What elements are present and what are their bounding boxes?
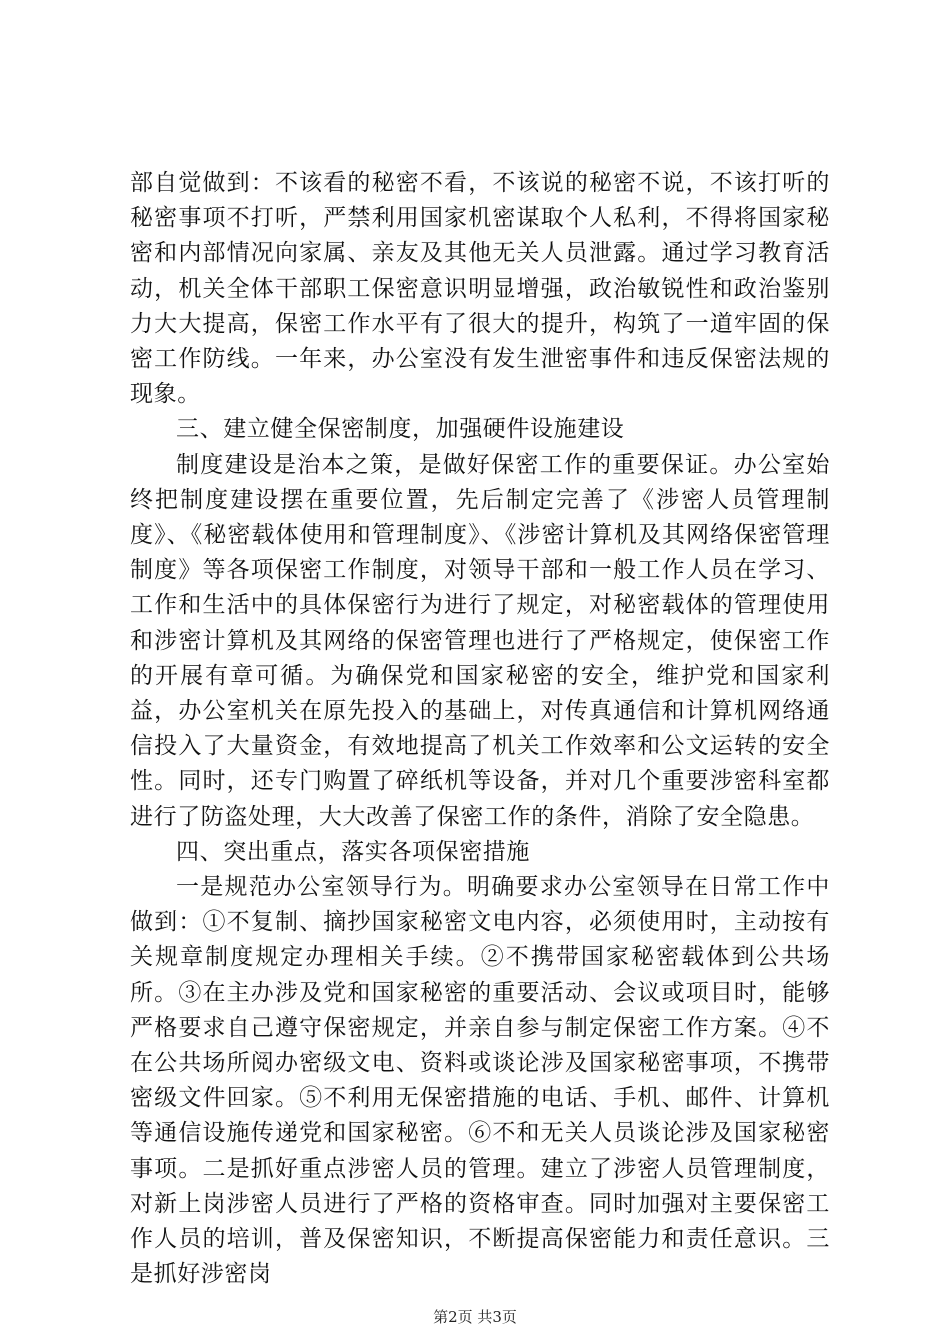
- page-number: 第2页 共3页: [433, 1308, 517, 1326]
- section-heading-4: 四、突出重点，落实各项保密措施: [176, 838, 530, 865]
- paragraph-1: 部自觉做到：不该看的秘密不看，不该说的秘密不说，不该打听的秘密事项不打听，严禁利用国家机密谋取个人私利，不得将国家秘密和内部情况向家属、亲友及其他无关人员泄露。通过学习教育活动，机关全体干部职工保密意识明显增强，政治敏锐性和政治鉴别力大大提高，保密工作水平有了很大的提升，构筑了一道牢固的保密工作防线。一年来，办公室没有发生泄密事件和违反保密法规的现象。: [130, 170, 830, 408]
- document-body: [130, 166, 830, 1293]
- paragraph-3: 一是规范办公室领导行为。明确要求办公室领导在日常工作中做到：①不复制、摘抄国家秘密文电内容，必须使用时，主动按有关规章制度规定办理相关手续。②不携带国家秘密载体到公共场所。③在主办涉及党和国家秘密的重要活动、会议或项目时，能够严格要求自己遵守保密规定，并亲自参与制定保密工作方案。④不在公共场所阅办密级文电、资料或谈论涉及国家秘密事项，不携带密级文件回家。⑤不利用无保密措施的电话、手机、邮件、计算机等通信设施传递党和国家秘密。⑥不和无关人员谈论涉及国家秘密事项。二是抓好重点涉密人员的管理。建立了涉密人员管理制度，对新上岗涉密人员进行了严格的资格审查。同时加强对主要保密工作人员的培训，普及保密知识，不断提高保密能力和责任意识。三是抓好涉密岗: [130, 874, 830, 1288]
- paragraph-2: 制度建设是治本之策，是做好保密工作的重要保证。办公室始终把制度建设摆在重要位置，先后制定完善了《涉密人员管理制度》、《秘密载体使用和管理制度》、《涉密计算机及其网络保密管理制度》等各项保密工作制度，对领导干部和一般工作人员在学习、工作和生活中的具体保密行为进行了规定，对秘密载体的管理使用和涉密计算机及其网络的保密管理也进行了严格规定，使保密工作的开展有章可循。为确保党和国家秘密的安全，维护党和国家利益，办公室机关在原先投入的基础上，对传真通信和计算机网络通信投入了大量资金，有效地提高了机关工作效率和公文运转的安全性。同时，还专门购置了碎纸机等设备，并对几个重要涉密科室都进行了防盗处理，大大改善了保密工作的条件，消除了安全隐患。: [130, 451, 830, 830]
- section-heading-3: 三、建立健全保密制度，加强硬件设施建设: [176, 416, 625, 443]
